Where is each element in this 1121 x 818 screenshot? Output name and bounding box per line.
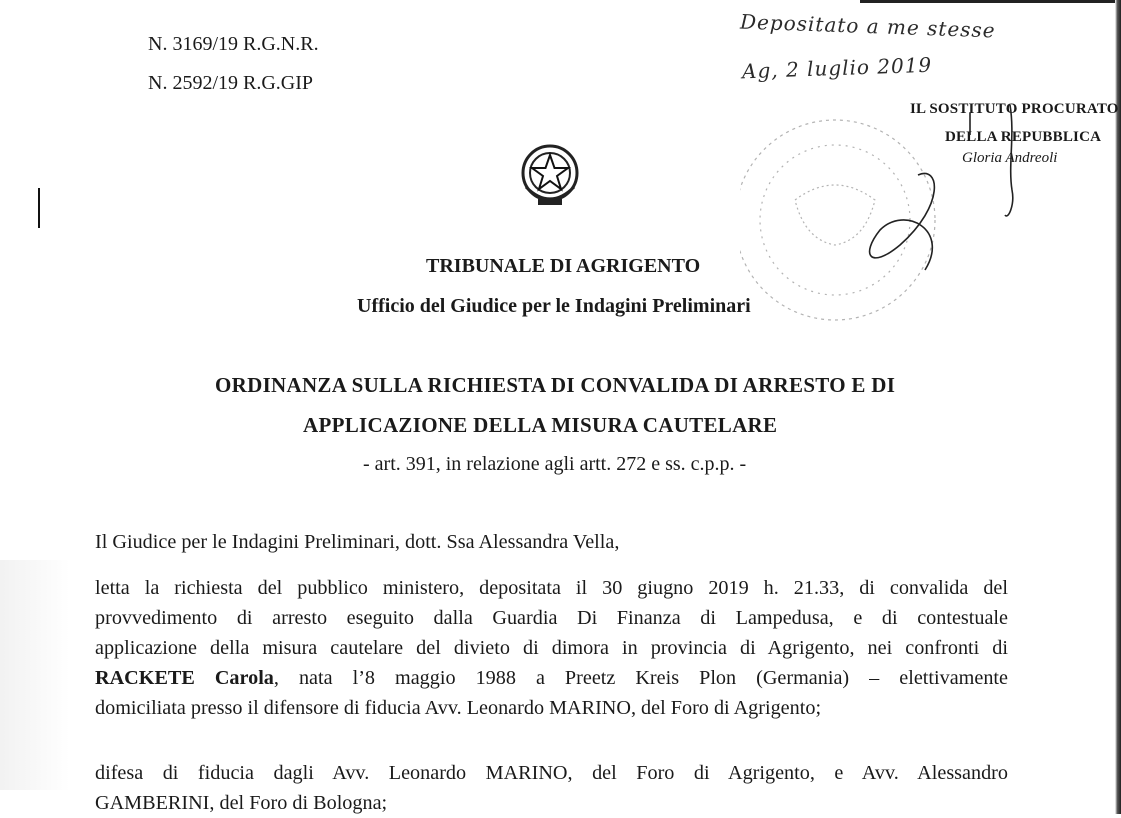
defendant-details: , nata l’8 maggio 1988 a Preetz Kreis Plon (Germania) – elettivamente [273,667,1008,689]
stamp-line-1: IL SOSTITUTO PROCURATO [910,101,1119,117]
paragraph-line: provvedimento di arresto eseguito dalla Guardia Di Finanza di Lampedusa, e di contestuale [95,607,1008,629]
paragraph-line: GAMBERINI, del Foro di Bologna; [95,792,388,814]
stamp-line-2: DELLA REPUBBLICA [945,129,1102,145]
handwritten-deposit-date [742,53,933,84]
defendant-name: RACKETE Carola [95,667,274,689]
paragraph-line: letta la richiesta del pubblico ministero, depositata il 30 giugno 2019 h. 21.33, di convalida del [95,577,1008,599]
handwritten-deposit-note [740,10,996,43]
republic-emblem-icon [516,139,584,211]
document-subtitle: - art. 391, in relazione agli artt. 272 e ss. c.p.p. - [363,453,747,475]
scan-edge-top [860,0,1121,3]
scan-edge-right [1115,0,1121,814]
scan-noise [0,560,70,790]
handwritten-line-1: Depositato a me stesse [739,9,997,43]
signature-icon [870,105,1013,270]
court-name: TRIBUNALE DI AGRIGENTO [426,255,701,277]
document-title-line-2: APPLICAZIONE DELLA MISURA CAUTELARE [303,413,778,437]
text-cursor [38,188,40,228]
paragraph-line: difesa di fiducia dagli Avv. Leonardo MARINO, del Foro di Agrigento, e Avv. Alessandro [95,762,1008,784]
judge-line: Il Giudice per le Indagini Preliminari, dott. Ssa Alessandra Vella, [95,531,620,553]
paragraph-line [95,663,1008,693]
paragraph-line: domiciliata presso il difensore di fiducia Avv. Leonardo MARINO, del Foro di Agrigento; [95,697,822,719]
stamp-name: Gloria Andreoli [962,150,1058,166]
paragraph-line: applicazione della misura cautelare del divieto di dimora in provincia di Agrigento, nei confronti di [95,637,1008,659]
case-number-rggip: N. 2592/19 R.G.GIP [148,72,314,94]
document-title-line-1: ORDINANZA SULLA RICHIESTA DI CONVALIDA DI ARRESTO E DI [215,373,896,397]
official-seal-and-signature [740,95,1110,335]
handwritten-line-2: Ag, 2 luglio 2019 [741,52,933,84]
case-number-rgnr: N. 3169/19 R.G.N.R. [148,33,319,55]
court-office: Ufficio del Giudice per le Indagini Preliminari [357,295,751,317]
